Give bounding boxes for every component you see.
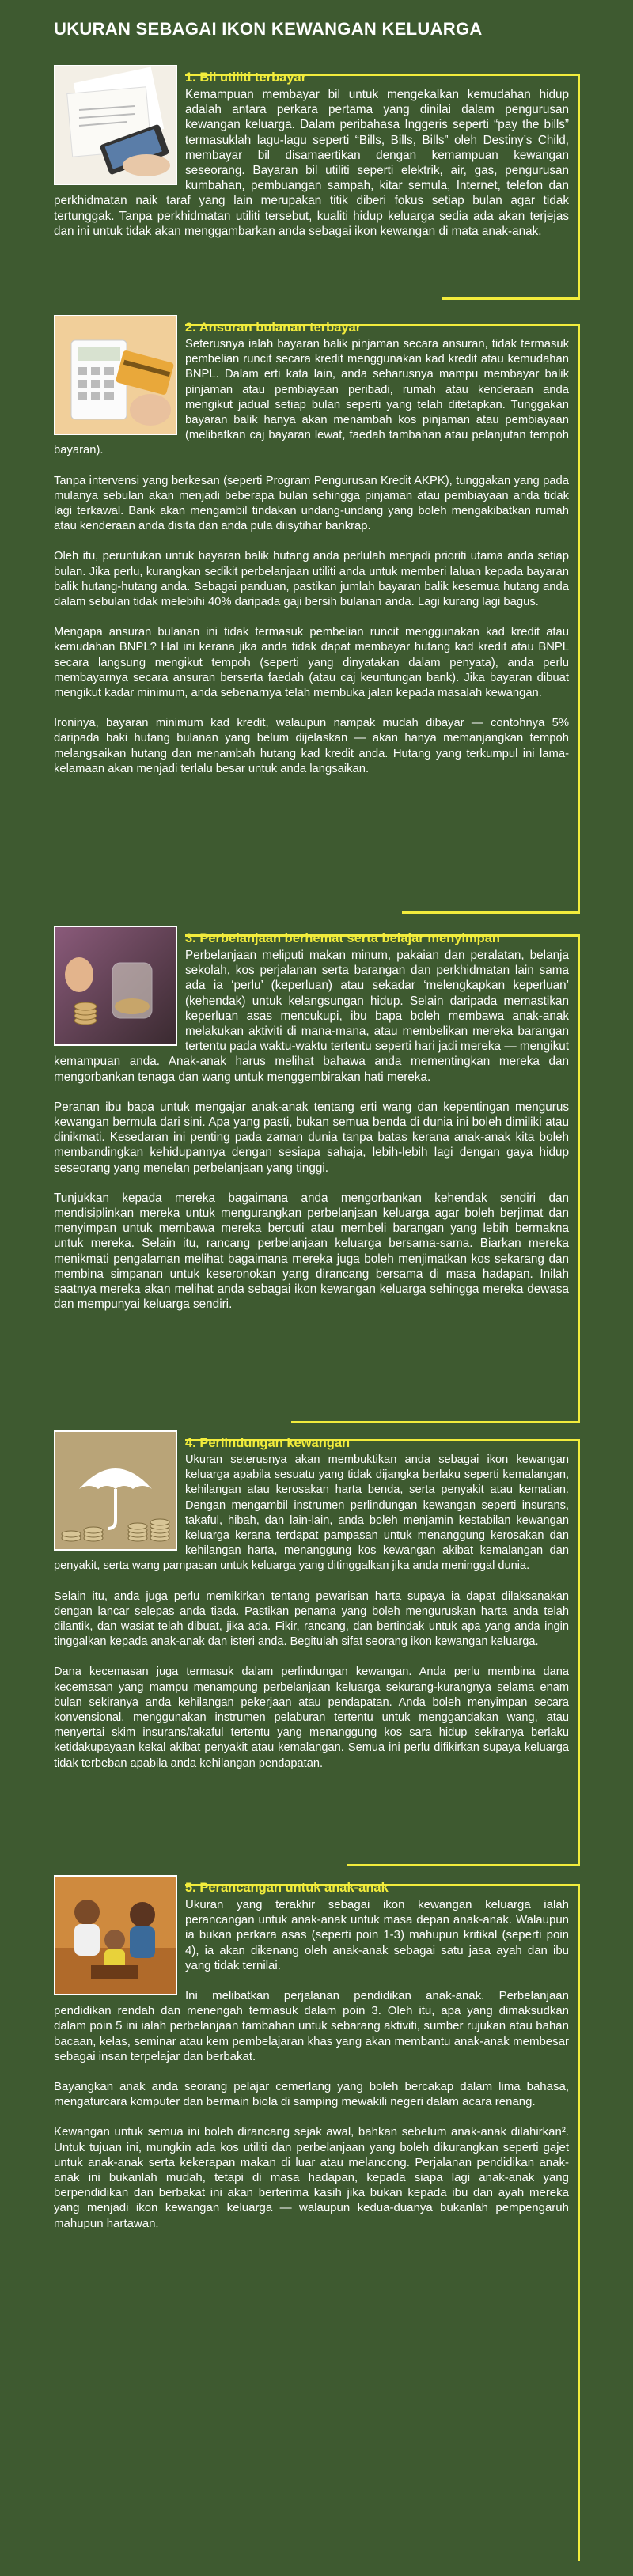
section-body [54, 1453, 569, 1786]
section-financial-protection [54, 1430, 580, 1870]
page-title: UKURAN SEBAGAI IKON KEWANGAN KELUARGA [54, 19, 483, 39]
paragraph: Ironinya, bayaran minimum kad kredit, walaupun nampak mudah dibayar — contohnya 5% daripada baki hutang bulanan yang belum dijelaskan — akan hanya memanjangkan tempoh melangsaikan hutang dan menambah hutang kad kredit anda. Hutang yang terkumpul ini lama-kelamaan akan menjadi terlalu besar untuk anda langsaikan. [54, 717, 569, 775]
paragraph: Perbelanjaan meliputi makan minum, pakaian dan peralatan, belanja sekolah, kos perjalanan serta barangan dan perkhidmatan lain sama ada ia ‘perlu’ (keperluan) atau sekadar ‘melengkapkan keperluan’ (kehendak) untuk kelangsungan hidup. Selain daripada memastikan keperluan asas mencukupi, ibu bapa boleh membawa anak-anak melakukan aktiviti di mana-mana, atau membelikan mereka barangan tertentu pada waktu-waktu tertentu seperti hari jadi mereka — mengikut kemampuan anda. Anak-anak harus melihat bahawa anda mementingkan mereka dan mengorbankan tenaga dan wang untuk menggembirakan hati mereka. [54, 949, 569, 1084]
paragraph: Bayangkan anak anda seorang pelajar cemerlang yang boleh bercakap dalam lima bahasa, mengaturcara komputer dan bermain biola di samping mewakili negeri dalam acara renang. [54, 2080, 569, 2109]
paragraph: Tanpa intervensi yang berkesan (seperti Program Pengurusan Kredit AKPK), tunggakan yang pada mulanya sebulan akan menjadi beberapa bulan sehingga pinjaman atau pembiayaan anda tidak lagi terkawal. Bank akan mengambil tindakan undang-undang yang boleh mengakibatkan rumah atau kenderaan anda disita dan anda pula diisytihar bankrap. [54, 474, 569, 533]
paragraph: Selain itu, anda juga perlu memikirkan tentang pewarisan harta supaya ia dapat dilaksanakan dengan lancar selepas anda tiada. Pastikan penama yang boleh menguruskan harta anda telah dilantik, dan wasiat telah dibuat, jika ada. Fikir, rancang, dan bertindak untuk apa yang anda ingin tinggalkan kepada anak-anak dan isteri anda. Begitulah sifat seorang ikon kewangan keluarga. [54, 1589, 569, 1649]
section-body [54, 87, 569, 254]
paragraph: Seterusnya ialah bayaran balik pinjaman secara ansuran, tidak termasuk pembelian runcit secara kredit menggunakan kad kredit atau kemudahan BNPL. Dalam erti kata lain, anda seharusnya mampu membayar balik pinjaman atau pembiayaan peribadi, rumah atau kenderaan anda mengikut jadual setiap bulan seperti yang telah ditetapkan. Tunggakan bayaran balik hanya akan menambah kos pinjaman atau pembiayaan (melibatkan caj bayaran lewat, faedah tambahan atau pelanjutan tempoh bayaran). [54, 338, 569, 457]
section-children-planning [54, 1875, 580, 2565]
section-heading: 4. Perlindungan kewangan [185, 1436, 351, 1450]
section-installments [54, 315, 580, 916]
section-utility-bills [54, 65, 580, 302]
section-frame-right [578, 934, 580, 1423]
section-body [54, 337, 569, 792]
section-body [54, 948, 569, 1327]
paragraph: Kewangan untuk semua ini boleh dirancang sejak awal, bahkan sebelum anak-anak dilahirkan². Untuk tujuan ini, mungkin ada kos utiliti dan perbelanjaan yang boleh dikurangkan seperti gajet untuk anak-anak serta kekerapan makan di luar atau melancong. Perjalanan pendidikan anak-anak ini bukanlah mudah, tetapi di masa hadapan, kepada siapa lagi anak-anak yang berpendidikan dan berbakat ini akan berterima kasih jika bukan kepada ibu dan ayah mereka yang menjadi ikon kewangan keluarga — walaupun kedua-duanya bukanlah pempengaruh mahupun hartawan. [54, 2125, 569, 2230]
section-body [54, 1897, 569, 2246]
paragraph: Kemampuan membayar bil untuk mengekalkan kemudahan hidup adalah antara perkara pertama yang dinilai dalam pengurusan kewangan keluarga. Dalam peribahasa Inggeris seperti “pay the bills” termasuklah lagu-lagu seperti “Bills, Bills, Bills” oleh Destiny’s Child, membayar bil disamaertikan dengan kemampuan kewangan seseorang. Bayaran bil utiliti seperti elektrik, air, gas, pengurusan kumbahan, pembuangan sampah, kitar semula, Internet, telefon dan perkhidmatan naik taraf yang lain merupakan titik diberi fokus setiap bulan agar tidak tertunggak. Tanpa perkhidmatan utiliti tersebut, kualiti hidup keluarga sedia ada akan terjejas dan ini untuk tidak akan menggambarkan anda sebagai ikon kewangan di mata anak-anak. [54, 88, 569, 238]
section-frame-bottom [291, 1421, 580, 1423]
section-heading: 1. Bil utiliti terbayar [185, 70, 307, 85]
section-heading: 3. Perbelanjaan berhemat serta belajar menyimpan [185, 931, 501, 945]
paragraph: Dana kecemasan juga termasuk dalam perlindungan kewangan. Anda perlu membina dana kecemasan yang mampu menampung perbelanjaan keluarga sekurang-kurangnya selama enam bulan sekiranya anda kehilangan pekerjaan atau pendapatan. Anda boleh menyimpan secara konvensional, menggunakan instrumen pelaburan tertentu untuk menggandakan wang, atau menyertai skim insurans/takaful tertentu yang menanggung kos sara hidup sekiranya berlaku ketidakupayaan kekal akibat penyakit atau kemalangan. Semua ini perlu difikirkan supaya keluarga tidak terbeban apabila anda kehilangan pendapatan. [54, 1665, 569, 1770]
section-frame-bottom [442, 297, 580, 300]
section-frame-right [578, 324, 580, 914]
section-frame-bottom [347, 1864, 580, 1866]
section-frame-right [578, 1439, 580, 1866]
paragraph: Ukuran yang terakhir sebagai ikon kewangan keluarga ialah perancangan untuk anak-anak untuk masa depan anak-anak. Walaupun ia bukan perkara asas (seperti poin 1-3) mahupun kritikal (seperti poin 4), ia akan dikenang oleh anak-anak sebagai satu jasa ayah dan ibu yang tidak ternilai. [185, 1898, 569, 1972]
paragraph: Oleh itu, peruntukan untuk bayaran balik hutang anda perlulah menjadi prioriti utama anda setiap bulan. Jika perlu, kurangkan sedikit perbelanjaan utiliti anda untuk memberi laluan kepada bayaran balik hutang-hutang anda. Sebagai panduan, pastikan jumlah bayaran balik kesemua hutang anda dalam sebulan tidak melebihi 40% daripada gaji bersih bulanan anda. Lagi kurang lagi bagus. [54, 550, 569, 609]
section-frame-right [578, 74, 580, 300]
section-heading: 5. Perancangan untuk anak-anak [185, 1881, 389, 1895]
paragraph: Mengapa ansuran bulanan ini tidak termasuk pembelian runcit menggunakan kad kredit atau kemudahan BNPL? Hal ini kerana jika anda tidak dapat membayar hutang kad kredit atau BNPL secara langsung mengikut tempoh (seperti yang dinyatakan dalam penyata), anda perlu membayarnya secara ansuran berserta faedah (atau caj keuntungan bank). Jika bayaran dibuat mengikut kadar minimum, anda sebenarnya telah membuka jalan kepada masalah kewangan. [54, 626, 569, 700]
section-heading: 2. Ansuran bulanan terbayar [185, 320, 362, 335]
section-frame-bottom [402, 911, 580, 914]
section-spending-saving [54, 926, 580, 1426]
section-frame-right [578, 1884, 580, 2561]
paragraph: Ukuran seterusnya akan membuktikan anda sebagai ikon kewangan keluarga apabila sesuatu yang tidak dijangka berlaku seperti kemalangan, kehilangan atau kerosakan harta benda, serta penyakit atau kematian. Dengan mengambil instrumen perlindungan kewangan seperti insurans, takaful, hibah, dan lain-lain, anda boleh menjamin kestabilan kewangan keluarga kerana terdapat pampasan untuk menanggung kerosakan dan kehilangan harta, menanggung kos kewangan akibat kemalangan dan penyakit, serta wang pampasan untuk keluarga yang ditinggalkan jika anda meninggal dunia. [54, 1453, 569, 1573]
paragraph: Peranan ibu bapa untuk mengajar anak-anak tentang erti wang dan kepentingan mengurus kewangan bermula dari sini. Apa yang pasti, bukan semua benda di dunia ini boleh dimiliki atau dinikmati. Kesedaran ini penting pada zaman dunia tanpa batas kerana anak-anak kita boleh membandingkan kehidupannya dengan sesiapa sahaja, lebih-lebih lagi dengan gaya hidup seseorang yang menelan perbelanjaan yang tinggi. [54, 1100, 569, 1175]
paragraph: Tunjukkan kepada mereka bagaimana anda mengorbankan kehendak sendiri dan mendisiplinkan mereka untuk mengurangkan perbelanjaan keluarga agar boleh berjimat dan menyimpan untuk membawa mereka bercuti atau membeli barangan yang lebih bermakna untuk mereka. Selain itu, rancang perbelanjaan keluarga bersama-sama. Biarkan mereka menikmati pengalaman melihat bagaimana mereka juga boleh menjimatkan kos sekarang dan membina simpanan untuk keseronokan yang dirancang bersama di masa hadapan. Inilah saatnya mereka akan melihat anda sebagai ikon kewangan keluarga sehingga mereka dewasa dan mempunyai keluarga sendiri. [54, 1191, 569, 1312]
paragraph: Ini melibatkan perjalanan pendidikan anak-anak. Perbelanjaan pendidikan rendah dan menengah termasuk dalam poin 3. Oleh itu, apa yang dimaksudkan dalam poin 5 ini ialah perbelanjaan tambahan untuk sebarang aktiviti, sumber rujukan atau bahan bacaan, kelas, seminar atau kem pembelajaran khas yang akan membantu anak-anak membesar sebagai insan terpelajar dan berbakat. [54, 1989, 569, 2063]
